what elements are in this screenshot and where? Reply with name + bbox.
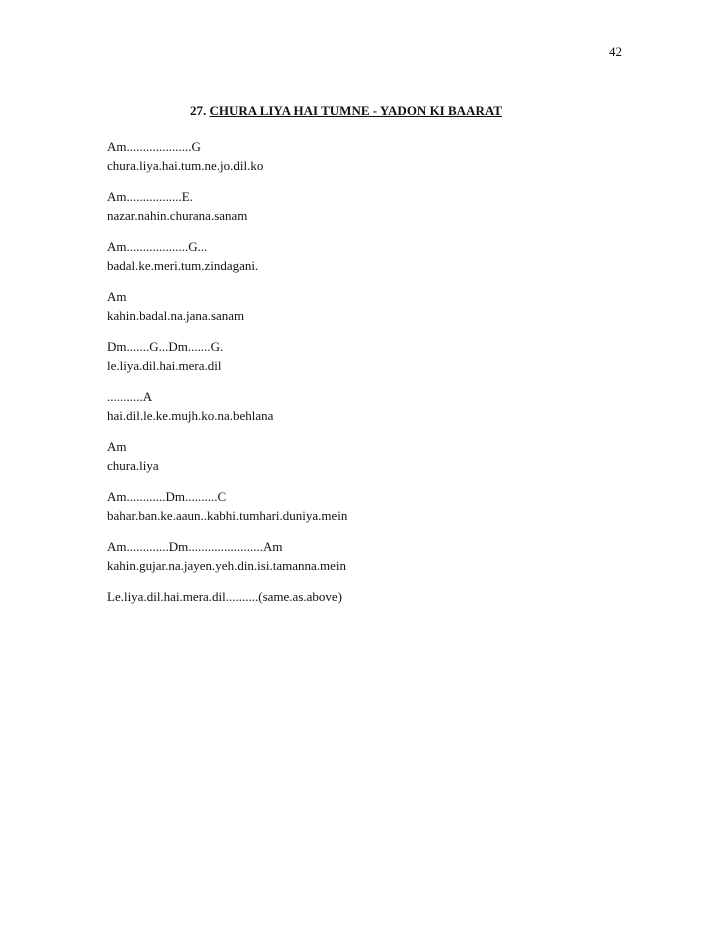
lyric-line: hai.dil.le.ke.mujh.ko.na.behlana — [107, 408, 274, 423]
page-number: 42 — [609, 44, 622, 59]
lyric-line: chura.liya.hai.tum.ne.jo.dil.ko — [107, 158, 264, 173]
verse-block — [107, 237, 667, 275]
song-body — [107, 137, 667, 618]
chord-line: Am.................E. — [107, 189, 193, 204]
verse-block — [107, 537, 667, 575]
chord-line: Dm.......G...Dm.......G. — [107, 339, 224, 354]
lyric-line: chura.liya — [107, 458, 159, 473]
chord-line: ...........A — [107, 389, 153, 404]
lyric-line: badal.ke.meri.tum.zindagani. — [107, 258, 259, 273]
verse-block — [107, 587, 667, 606]
verse-block — [107, 487, 667, 525]
chord-line: Am.............Dm.......................Am — [107, 539, 283, 554]
chord-line: Am...................G... — [107, 239, 208, 254]
chord-line: Am............Dm..........C — [107, 489, 227, 504]
verse-block — [107, 187, 667, 225]
chord-line: Am — [107, 439, 127, 454]
lyric-line: kahin.badal.na.jana.sanam — [107, 308, 245, 323]
song-heading — [190, 103, 502, 119]
lyric-line: nazar.nahin.churana.sanam — [107, 208, 248, 223]
chord-line: Am — [107, 289, 127, 304]
song-number: 27. — [190, 103, 207, 118]
lyric-line: Le.liya.dil.hai.mera.dil..........(same.as.above) — [107, 589, 343, 604]
chord-line: Am....................G — [107, 139, 201, 154]
verse-block — [107, 287, 667, 325]
verse-block — [107, 137, 667, 175]
lyric-line: le.liya.dil.hai.mera.dil — [107, 358, 222, 373]
song-title: CHURA LIYA HAI TUMNE - YADON KI BAARAT — [209, 103, 502, 118]
verse-block — [107, 387, 667, 425]
lyric-line: kahin.gujar.na.jayen.yeh.din.isi.tamanna.mein — [107, 558, 346, 573]
lyric-line: bahar.ban.ke.aaun..kabhi.tumhari.duniya.mein — [107, 508, 348, 523]
verse-block — [107, 437, 667, 475]
verse-block — [107, 337, 667, 375]
